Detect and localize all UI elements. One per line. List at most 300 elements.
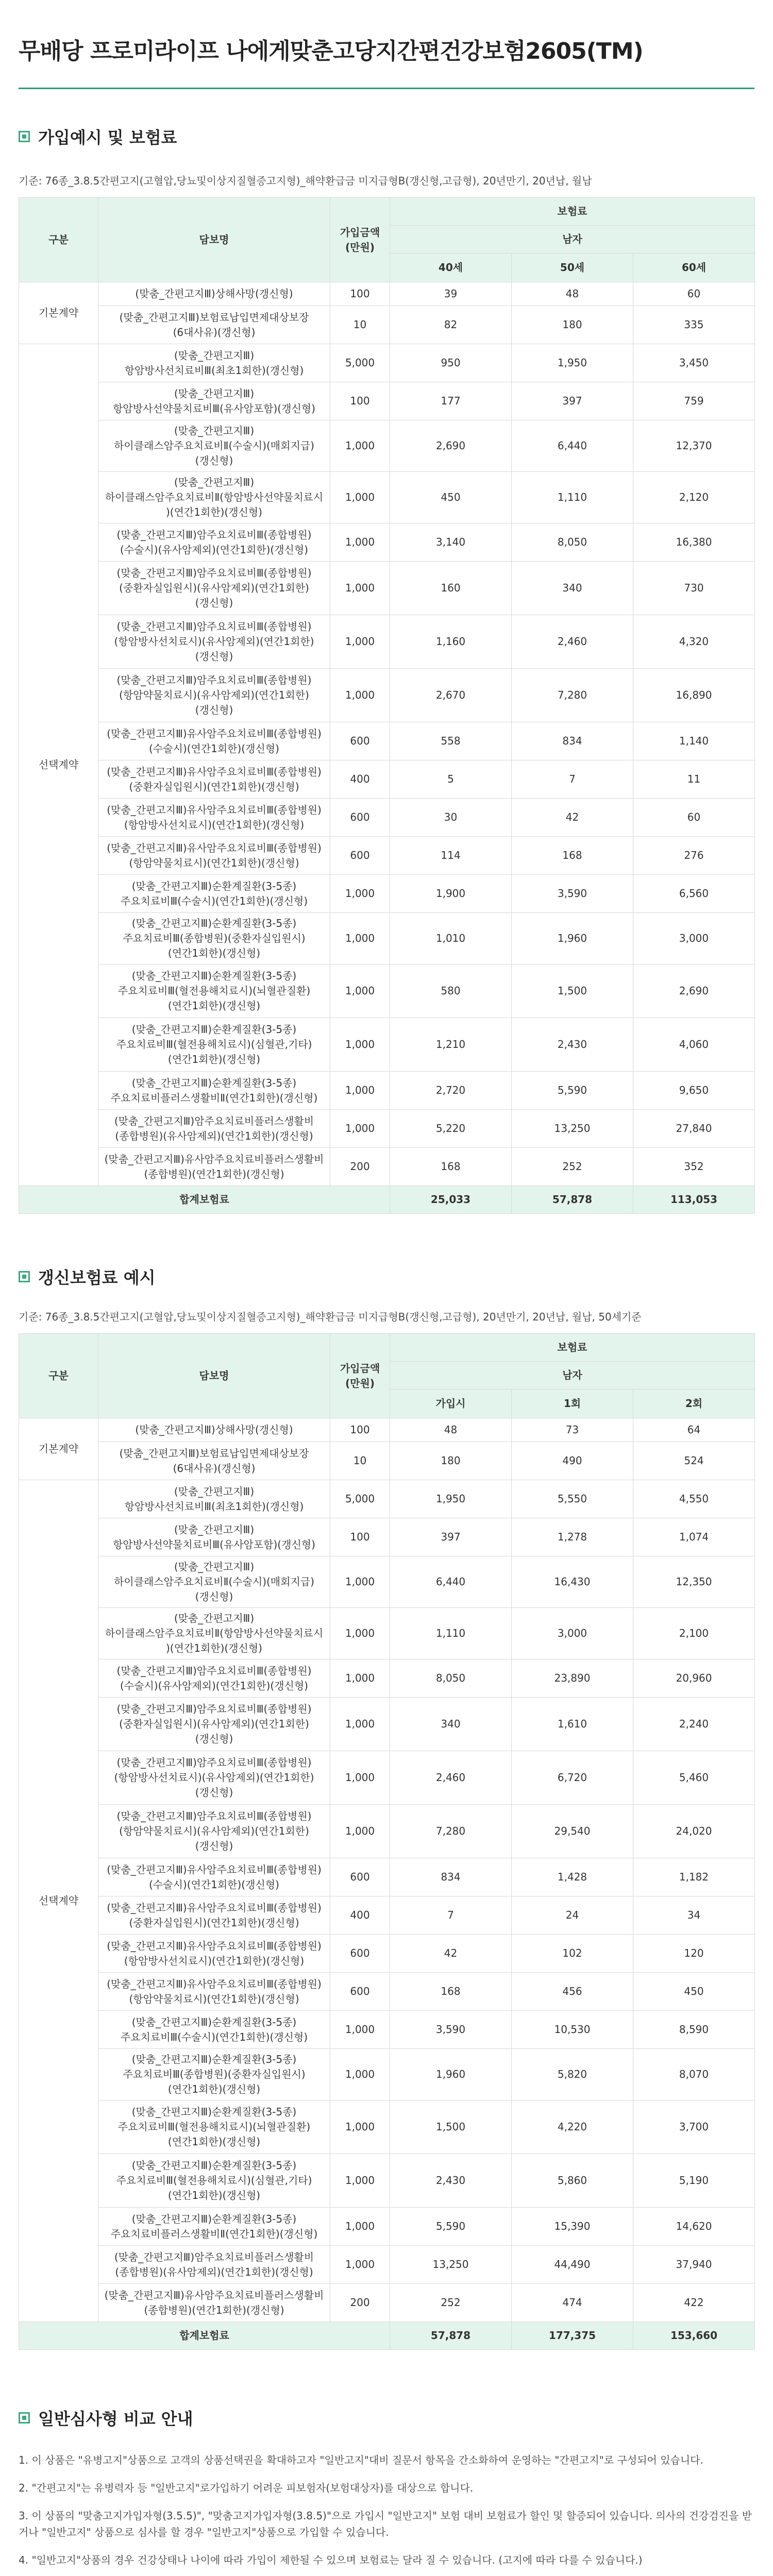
- coverage-amount: 1,000: [330, 2246, 390, 2284]
- coverage-amount: 1,000: [330, 1698, 390, 1751]
- coverage-name: (맞춤_간편고지Ⅲ)순환계질환(3-5종)주요치료비Ⅲ(종합병원)(중환자실입원시)(연간1회한)(갱신형): [98, 913, 330, 964]
- premium-value: 340: [512, 562, 633, 615]
- premium-value: 16,890: [633, 669, 755, 722]
- th-col-age: 50세: [512, 253, 633, 282]
- coverage-amount: 200: [330, 2284, 390, 2322]
- premium-value: 3,000: [512, 1608, 633, 1659]
- table-row: [19, 523, 755, 562]
- coverage-name: (맞춤_간편고지Ⅲ)유사암주요치료비Ⅲ(종합병원)(항암방사선치료시)(연간1회한)(갱신형): [98, 799, 330, 837]
- premium-value: 6,440: [512, 420, 633, 472]
- premium-value: 422: [633, 2284, 755, 2322]
- premium-value: 42: [512, 799, 633, 837]
- premium-value: 168: [390, 1973, 512, 2011]
- premium-value: 2,460: [390, 1751, 512, 1805]
- coverage-name: (맞춤_간편고지Ⅲ)순환계질환(3-5종)주요치료비Ⅲ(혈전용해치료시)(심혈관,기타)(연간1회한)(갱신형): [98, 1018, 330, 1072]
- section1-heading: [19, 125, 754, 148]
- table-row: [19, 913, 755, 964]
- premium-value: 3,000: [633, 913, 755, 964]
- table-row: [19, 1418, 755, 1442]
- table-row: [19, 562, 755, 615]
- coverage-name: (맞춤_간편고지Ⅲ)암주요치료비Ⅲ(종합병원)(항암방사선치료시)(유사암제외)(연간1회한)(갱신형): [98, 1751, 330, 1805]
- premium-value: 5,820: [512, 2049, 633, 2100]
- renewal-premium-table: [19, 1333, 755, 2350]
- coverage-amount: 1,000: [330, 2100, 390, 2154]
- premium-value: 397: [390, 1518, 512, 1556]
- coverage-amount: 600: [330, 1973, 390, 2011]
- premium-value: 13,250: [512, 1110, 633, 1148]
- coverage-name: (맞춤_간편고지Ⅲ)항암방사선치료비Ⅲ(최초1회한)(갱신형): [98, 344, 330, 382]
- table-row: [19, 1442, 755, 1480]
- table-row: [19, 1698, 755, 1751]
- coverage-amount: 10: [330, 1442, 390, 1480]
- premium-value: 34: [633, 1896, 755, 1935]
- premium-value: 168: [512, 837, 633, 875]
- table-row: [19, 1018, 755, 1072]
- coverage-name: (맞춤_간편고지Ⅲ)순환계질환(3-5종)주요치료비플러스생활비Ⅱ(연간1회한)(갱신형): [98, 1072, 330, 1110]
- coverage-name: (맞춤_간편고지Ⅲ)하이클래스암주요치료비Ⅱ(수술시)(매회지급)(갱신형): [98, 420, 330, 472]
- premium-value: 1,950: [512, 344, 633, 382]
- coverage-amount: 100: [330, 1518, 390, 1556]
- coverage-name: (맞춤_간편고지Ⅲ)순환계질환(3-5종)주요치료비Ⅲ(혈전용해치료시)(뇌혈관질환)(연간1회한)(갱신형): [98, 964, 330, 1018]
- premium-value: 2,720: [390, 1072, 512, 1110]
- total-value: 57,878: [512, 1186, 633, 1214]
- coverage-amount: 1,000: [330, 2049, 390, 2100]
- th-male: 남자: [390, 1362, 755, 1389]
- premium-value: 1,010: [390, 913, 512, 964]
- premium-value: 44,490: [512, 2246, 633, 2284]
- th-coverage: 담보명: [98, 1334, 330, 1418]
- premium-value: 42: [390, 1935, 512, 1973]
- table-row: [19, 669, 755, 722]
- premium-value: 1,960: [390, 2049, 512, 2100]
- premium-value: 2,430: [512, 1018, 633, 1072]
- premium-value: 9,650: [633, 1072, 755, 1110]
- table-row: [19, 1805, 755, 1858]
- premium-value: 1,428: [512, 1858, 633, 1896]
- premium-value: 60: [633, 282, 755, 306]
- total-value: 113,053: [633, 1186, 755, 1214]
- premium-table: [19, 197, 755, 1214]
- guide-item: 1. 이 상품은 "유병고지"상품으로 고객의 상품선택권을 확대하고자 "일반고지"대비 질문서 항목을 간소화하여 운영하는 "간편고지"로 구성되어 있습니다.: [19, 2454, 703, 2466]
- guide-list: [19, 2452, 754, 2576]
- premium-value: 950: [390, 344, 512, 382]
- premium-value: 82: [390, 306, 512, 344]
- table-row: [19, 2246, 755, 2284]
- premium-value: 352: [633, 1148, 755, 1186]
- table-row: [19, 282, 755, 306]
- coverage-name: (맞춤_간편고지Ⅲ)상해사망(갱신형): [98, 1418, 330, 1442]
- premium-value: 1,160: [390, 615, 512, 669]
- coverage-name: (맞춤_간편고지Ⅲ)유사암주요치료비Ⅲ(종합병원)(수술시)(연간1회한)(갱신형): [98, 722, 330, 760]
- premium-value: 5: [390, 760, 512, 799]
- table-row: [19, 1659, 755, 1698]
- premium-value: 7: [512, 760, 633, 799]
- group-basic: 기본계약: [19, 1418, 98, 1480]
- premium-value: 2,460: [512, 615, 633, 669]
- table-row: [19, 420, 755, 472]
- th-premium: 보험료: [390, 1334, 755, 1362]
- premium-value: 450: [390, 472, 512, 523]
- total-label: 합계보험료: [19, 2322, 390, 2350]
- coverage-amount: 5,000: [330, 1480, 390, 1518]
- premium-value: 180: [390, 1442, 512, 1480]
- premium-value: 37,940: [633, 2246, 755, 2284]
- coverage-amount: 400: [330, 760, 390, 799]
- premium-value: 1,500: [512, 964, 633, 1018]
- coverage-name: (맞춤_간편고지Ⅲ)암주요치료비플러스생활비(종합병원)(유사암제외)(연간1회한)(갱신형): [98, 2246, 330, 2284]
- coverage-amount: 5,000: [330, 344, 390, 382]
- table-row: [19, 2154, 755, 2208]
- premium-value: 1,610: [512, 1698, 633, 1751]
- coverage-amount: 400: [330, 1896, 390, 1935]
- guide-item: 2. "간편고지"는 유병력자 등 "일반고지"로가입하기 어려운 피보험자(보험대상자)를 대상으로 합니다.: [19, 2482, 474, 2494]
- premium-value: 340: [390, 1698, 512, 1751]
- coverage-name: (맞춤_간편고지Ⅲ)유사암주요치료비Ⅲ(종합병원)(항암약물치료시)(연간1회한)(갱신형): [98, 1973, 330, 2011]
- coverage-amount: 1,000: [330, 964, 390, 1018]
- premium-value: 1,278: [512, 1518, 633, 1556]
- coverage-amount: 600: [330, 799, 390, 837]
- th-male: 남자: [390, 226, 755, 253]
- coverage-name: (맞춤_간편고지Ⅲ)하이클래스암주요치료비Ⅱ(항암방사선약물치료시)(연간1회한)(갱신형): [98, 1608, 330, 1659]
- premium-value: 456: [512, 1973, 633, 2011]
- premium-value: 276: [633, 837, 755, 875]
- premium-value: 177: [390, 382, 512, 420]
- coverage-amount: 100: [330, 382, 390, 420]
- th-category: 구분: [19, 198, 98, 282]
- table-row: [19, 2100, 755, 2154]
- premium-value: 4,220: [512, 2100, 633, 2154]
- premium-value: 64: [633, 1418, 755, 1442]
- premium-value: 14,620: [633, 2208, 755, 2246]
- coverage-amount: 1,000: [330, 1659, 390, 1698]
- premium-value: 1,950: [390, 1480, 512, 1518]
- coverage-name: (맞춤_간편고지Ⅲ)유사암주요치료비플러스생활비(종합병원)(연간1회한)(갱신형): [98, 2284, 330, 2322]
- premium-value: 16,380: [633, 523, 755, 562]
- section2-heading: [19, 1265, 754, 1288]
- group-optional: 선택계약: [19, 1480, 98, 2322]
- premium-value: 12,370: [633, 420, 755, 472]
- premium-value: 6,720: [512, 1751, 633, 1805]
- th-premium: 보험료: [390, 198, 755, 226]
- premium-value: 39: [390, 282, 512, 306]
- coverage-name: (맞춤_간편고지Ⅲ)암주요치료비Ⅲ(종합병원)(중환자실입원시)(유사암제외)(연간1회한)(갱신형): [98, 1698, 330, 1751]
- total-value: 153,660: [633, 2322, 755, 2350]
- th-col-age: 60세: [633, 253, 755, 282]
- premium-value: 2,690: [633, 964, 755, 1018]
- premium-value: 252: [390, 2284, 512, 2322]
- premium-value: 5,460: [633, 1751, 755, 1805]
- total-label: 합계보험료: [19, 1186, 390, 1214]
- premium-value: 252: [512, 1148, 633, 1186]
- premium-value: 4,060: [633, 1018, 755, 1072]
- premium-value: 2,690: [390, 420, 512, 472]
- premium-value: 30: [390, 799, 512, 837]
- premium-value: 3,450: [633, 344, 755, 382]
- premium-value: 24: [512, 1896, 633, 1935]
- premium-value: 48: [390, 1418, 512, 1442]
- premium-value: 2,120: [633, 472, 755, 523]
- th-col-renewal: 1회: [512, 1389, 633, 1418]
- coverage-name: (맞춤_간편고지Ⅲ)유사암주요치료비플러스생활비(종합병원)(연간1회한)(갱신형): [98, 1148, 330, 1186]
- table-row: [19, 615, 755, 669]
- premium-value: 7,280: [390, 1805, 512, 1858]
- coverage-amount: 600: [330, 1935, 390, 1973]
- premium-value: 16,430: [512, 1556, 633, 1608]
- premium-value: 12,350: [633, 1556, 755, 1608]
- coverage-name: (맞춤_간편고지Ⅲ)순환계질환(3-5종)주요치료비Ⅲ(혈전용해치료시)(심혈관,기타)(연간1회한)(갱신형): [98, 2154, 330, 2208]
- table-row: [19, 722, 755, 760]
- total-value: 177,375: [512, 2322, 633, 2350]
- coverage-amount: 200: [330, 1148, 390, 1186]
- premium-value: 4,320: [633, 615, 755, 669]
- coverage-name: (맞춤_간편고지Ⅲ)보험료납입면제대상보장(6대사유)(갱신형): [98, 306, 330, 344]
- premium-value: 1,110: [512, 472, 633, 523]
- premium-value: 4,550: [633, 1480, 755, 1518]
- coverage-name: (맞춤_간편고지Ⅲ)순환계질환(3-5종)주요치료비Ⅲ(종합병원)(중환자실입원시)(연간1회한)(갱신형): [98, 2049, 330, 2100]
- coverage-amount: 1,000: [330, 420, 390, 472]
- premium-value: 1,182: [633, 1858, 755, 1896]
- th-coverage: 담보명: [98, 198, 330, 282]
- premium-value: 558: [390, 722, 512, 760]
- coverage-name: (맞춤_간편고지Ⅲ)유사암주요치료비Ⅲ(종합병원)(중환자실입원시)(연간1회한)(갱신형): [98, 1896, 330, 1935]
- th-category: 구분: [19, 1334, 98, 1418]
- checkbox-square-icon: [19, 2412, 30, 2424]
- group-optional: 선택계약: [19, 344, 98, 1186]
- page-wrapper: [19, 0, 754, 2576]
- guide-item: 4. "일반고지"상품의 경우 건강상태나 나이에 따라 가입이 제한될 수 있으며 보험료는 달라 질 수 있습니다. (고지에 따라 다를 수 있습니다.): [19, 2554, 643, 2566]
- coverage-amount: 10: [330, 306, 390, 344]
- premium-value: 7: [390, 1896, 512, 1935]
- coverage-amount: 600: [330, 837, 390, 875]
- total-value: 57,878: [390, 2322, 512, 2350]
- table-row: [19, 1858, 755, 1896]
- premium-value: 73: [512, 1418, 633, 1442]
- premium-value: 3,590: [390, 2011, 512, 2049]
- coverage-name: (맞춤_간편고지Ⅲ)순환계질환(3-5종)주요치료비Ⅲ(혈전용해치료시)(뇌혈관질환)(연간1회한)(갱신형): [98, 2100, 330, 2154]
- coverage-name: (맞춤_간편고지Ⅲ)항암방사선치료비Ⅲ(최초1회한)(갱신형): [98, 1480, 330, 1518]
- section2-note: 기준: 76종_3.8.5간편고지(고혈압,당뇨및이상지질혈증고지형)_해약환급금 미지급형B(갱신형,고급형), 20년만기, 20년납, 월납, 50세기준: [19, 1311, 642, 1323]
- premium-value: 5,860: [512, 2154, 633, 2208]
- checkbox-square-icon: [19, 131, 30, 142]
- premium-value: 3,700: [633, 2100, 755, 2154]
- premium-value: 2,670: [390, 669, 512, 722]
- premium-value: 48: [512, 282, 633, 306]
- premium-value: 29,540: [512, 1805, 633, 1858]
- premium-value: 20,960: [633, 1659, 755, 1698]
- coverage-amount: 1,000: [330, 1556, 390, 1608]
- coverage-amount: 1,000: [330, 1018, 390, 1072]
- coverage-name: (맞춤_간편고지Ⅲ)항암방사선약물치료비Ⅲ(유사암포함)(갱신형): [98, 382, 330, 420]
- th-col-renewal: 가입시: [390, 1389, 512, 1418]
- premium-value: 1,140: [633, 722, 755, 760]
- premium-value: 450: [633, 1973, 755, 2011]
- table-row: [19, 472, 755, 523]
- page-title: 무배당 프로미라이프 나에게맞춘고당지간편건강보험2605(TM): [19, 38, 643, 64]
- premium-value: 23,890: [512, 1659, 633, 1698]
- coverage-name: (맞춤_간편고지Ⅲ)순환계질환(3-5종)주요치료비플러스생활비Ⅱ(연간1회한)(갱신형): [98, 2208, 330, 2246]
- table-row: [19, 1896, 755, 1935]
- premium-value: 335: [633, 306, 755, 344]
- premium-value: 6,560: [633, 875, 755, 913]
- premium-value: 24,020: [633, 1805, 755, 1858]
- premium-value: 3,140: [390, 523, 512, 562]
- premium-value: 8,590: [633, 2011, 755, 2049]
- premium-value: 580: [390, 964, 512, 1018]
- table-row: [19, 760, 755, 799]
- total-row: [19, 1186, 755, 1214]
- checkbox-square-icon: [19, 1271, 30, 1282]
- table-row: [19, 306, 755, 344]
- coverage-name: (맞춤_간편고지Ⅲ)암주요치료비Ⅲ(종합병원)(항암방사선치료시)(유사암제외)(연간1회한)(갱신형): [98, 615, 330, 669]
- coverage-amount: 1,000: [330, 615, 390, 669]
- coverage-name: (맞춤_간편고지Ⅲ)유사암주요치료비Ⅲ(종합병원)(수술시)(연간1회한)(갱신형): [98, 1858, 330, 1896]
- premium-value: 474: [512, 2284, 633, 2322]
- coverage-amount: 600: [330, 1858, 390, 1896]
- coverage-name: (맞춤_간편고지Ⅲ)암주요치료비Ⅲ(종합병원)(수술시)(유사암제외)(연간1회한)(갱신형): [98, 1659, 330, 1698]
- table-row: [19, 2011, 755, 2049]
- table-row: [19, 344, 755, 382]
- premium-value: 524: [633, 1442, 755, 1480]
- table-row: [19, 1110, 755, 1148]
- coverage-amount: 1,000: [330, 2011, 390, 2049]
- coverage-name: (맞춤_간편고지Ⅲ)암주요치료비플러스생활비(종합병원)(유사암제외)(연간1회한)(갱신형): [98, 1110, 330, 1148]
- premium-value: 1,500: [390, 2100, 512, 2154]
- table-row: [19, 2284, 755, 2322]
- premium-value: 7,280: [512, 669, 633, 722]
- coverage-amount: 1,000: [330, 562, 390, 615]
- coverage-amount: 1,000: [330, 1110, 390, 1148]
- coverage-name: (맞춤_간편고지Ⅲ)암주요치료비Ⅲ(종합병원)(중환자실입원시)(유사암제외)(연간1회한)(갱신형): [98, 562, 330, 615]
- table-row: [19, 1751, 755, 1805]
- coverage-amount: 600: [330, 722, 390, 760]
- premium-value: 5,220: [390, 1110, 512, 1148]
- coverage-name: (맞춤_간편고지Ⅲ)암주요치료비Ⅲ(종합병원)(항암약물치료시)(유사암제외)(연간1회한)(갱신형): [98, 669, 330, 722]
- coverage-name: (맞춤_간편고지Ⅲ)유사암주요치료비Ⅲ(종합병원)(중환자실입원시)(연간1회한)(갱신형): [98, 760, 330, 799]
- section1-title: 가입예시 및 보험료: [38, 128, 177, 147]
- th-col-renewal: 2회: [633, 1389, 755, 1418]
- premium-value: 1,210: [390, 1018, 512, 1072]
- coverage-name: (맞춤_간편고지Ⅲ)암주요치료비Ⅲ(종합병원)(항암약물치료시)(유사암제외)(연간1회한)(갱신형): [98, 1805, 330, 1858]
- coverage-amount: 1,000: [330, 913, 390, 964]
- premium-value: 8,070: [633, 2049, 755, 2100]
- th-amount: 가입금액(만원): [330, 198, 390, 282]
- table-row: [19, 1072, 755, 1110]
- coverage-name: (맞춤_간편고지Ⅲ)암주요치료비Ⅲ(종합병원)(수술시)(유사암제외)(연간1회한)(갱신형): [98, 523, 330, 562]
- premium-value: 2,430: [390, 2154, 512, 2208]
- coverage-amount: 100: [330, 1418, 390, 1442]
- premium-value: 2,240: [633, 1698, 755, 1751]
- table-row: [19, 1148, 755, 1186]
- table-row: [19, 382, 755, 420]
- coverage-name: (맞춤_간편고지Ⅲ)유사암주요치료비Ⅲ(종합병원)(항암약물치료시)(연간1회한)(갱신형): [98, 837, 330, 875]
- premium-value: 13,250: [390, 2246, 512, 2284]
- coverage-amount: 1,000: [330, 1072, 390, 1110]
- premium-value: 6,440: [390, 1556, 512, 1608]
- table-row: [19, 875, 755, 913]
- coverage-amount: 1,000: [330, 669, 390, 722]
- table-row: [19, 1973, 755, 2011]
- premium-value: 8,050: [512, 523, 633, 562]
- table-row: [19, 1556, 755, 1608]
- premium-value: 834: [512, 722, 633, 760]
- coverage-name: (맞춤_간편고지Ⅲ)하이클래스암주요치료비Ⅱ(항암방사선약물치료시)(연간1회한)(갱신형): [98, 472, 330, 523]
- coverage-name: (맞춤_간편고지Ⅲ)보험료납입면제대상보장(6대사유)(갱신형): [98, 1442, 330, 1480]
- th-amount: 가입금액(만원): [330, 1334, 390, 1418]
- coverage-name: (맞춤_간편고지Ⅲ)상해사망(갱신형): [98, 282, 330, 306]
- premium-value: 120: [633, 1935, 755, 1973]
- premium-value: 27,840: [633, 1110, 755, 1148]
- table-row: [19, 2208, 755, 2246]
- coverage-amount: 1,000: [330, 1608, 390, 1659]
- premium-value: 1,960: [512, 913, 633, 964]
- premium-value: 2,100: [633, 1608, 755, 1659]
- section3-title: 일반심사형 비교 안내: [38, 2409, 193, 2429]
- premium-value: 168: [390, 1148, 512, 1186]
- coverage-amount: 1,000: [330, 875, 390, 913]
- table-row: [19, 1480, 755, 1518]
- premium-value: 102: [512, 1935, 633, 1973]
- section3-heading: [19, 2406, 754, 2429]
- premium-value: 1,900: [390, 875, 512, 913]
- premium-value: 160: [390, 562, 512, 615]
- table-row: [19, 964, 755, 1018]
- section2-title: 갱신보험료 예시: [38, 1268, 156, 1287]
- premium-value: 1,110: [390, 1608, 512, 1659]
- coverage-name: (맞춤_간편고지Ⅲ)순환계질환(3-5종)주요치료비Ⅲ(수술시)(연간1회한)(갱신형): [98, 2011, 330, 2049]
- coverage-amount: 1,000: [330, 2154, 390, 2208]
- group-basic: 기본계약: [19, 282, 98, 344]
- premium-value: 834: [390, 1858, 512, 1896]
- table-row: [19, 1608, 755, 1659]
- premium-value: 1,074: [633, 1518, 755, 1556]
- guide-item: 3. 이 상품의 "맞춤고지가입자형(3.5.5)", "맞춤고지가입자형(3.8.5)"으로 가입시 "일반고지" 보험 대비 보험료가 할인 및 할증되어 있습니다. 의사의 건강검진을 받거나 "일반고지" 상품으로 심사를 할 경우 "일반고지"상품으로 가입할 수 있습니다.: [19, 2510, 752, 2538]
- premium-value: 730: [633, 562, 755, 615]
- table-row: [19, 2049, 755, 2100]
- premium-value: 759: [633, 382, 755, 420]
- premium-value: 397: [512, 382, 633, 420]
- premium-value: 15,390: [512, 2208, 633, 2246]
- premium-value: 5,590: [512, 1072, 633, 1110]
- coverage-amount: 100: [330, 282, 390, 306]
- premium-value: 5,550: [512, 1480, 633, 1518]
- table-row: [19, 799, 755, 837]
- coverage-name: (맞춤_간편고지Ⅲ)하이클래스암주요치료비Ⅱ(수술시)(매회지급)(갱신형): [98, 1556, 330, 1608]
- section1-note: 기준: 76종_3.8.5간편고지(고혈압,당뇨및이상지질혈증고지형)_해약환급금 미지급형B(갱신형,고급형), 20년만기, 20년납, 월납: [19, 175, 592, 187]
- coverage-amount: 1,000: [330, 1805, 390, 1858]
- premium-value: 490: [512, 1442, 633, 1480]
- premium-value: 60: [633, 799, 755, 837]
- table-row: [19, 1935, 755, 1973]
- premium-value: 114: [390, 837, 512, 875]
- total-row: [19, 2322, 755, 2350]
- premium-value: 180: [512, 306, 633, 344]
- coverage-amount: 1,000: [330, 472, 390, 523]
- coverage-amount: 1,000: [330, 523, 390, 562]
- table-row: [19, 837, 755, 875]
- coverage-name: (맞춤_간편고지Ⅲ)유사암주요치료비Ⅲ(종합병원)(항암방사선치료시)(연간1회한)(갱신형): [98, 1935, 330, 1973]
- table-row: [19, 1518, 755, 1556]
- premium-value: 8,050: [390, 1659, 512, 1698]
- coverage-name: (맞춤_간편고지Ⅲ)순환계질환(3-5종)주요치료비Ⅲ(수술시)(연간1회한)(갱신형): [98, 875, 330, 913]
- premium-value: 5,190: [633, 2154, 755, 2208]
- premium-value: 11: [633, 760, 755, 799]
- premium-value: 10,530: [512, 2011, 633, 2049]
- th-col-age: 40세: [390, 253, 512, 282]
- coverage-name: (맞춤_간편고지Ⅲ)항암방사선약물치료비Ⅲ(유사암포함)(갱신형): [98, 1518, 330, 1556]
- coverage-amount: 1,000: [330, 2208, 390, 2246]
- premium-value: 5,590: [390, 2208, 512, 2246]
- coverage-amount: 1,000: [330, 1751, 390, 1805]
